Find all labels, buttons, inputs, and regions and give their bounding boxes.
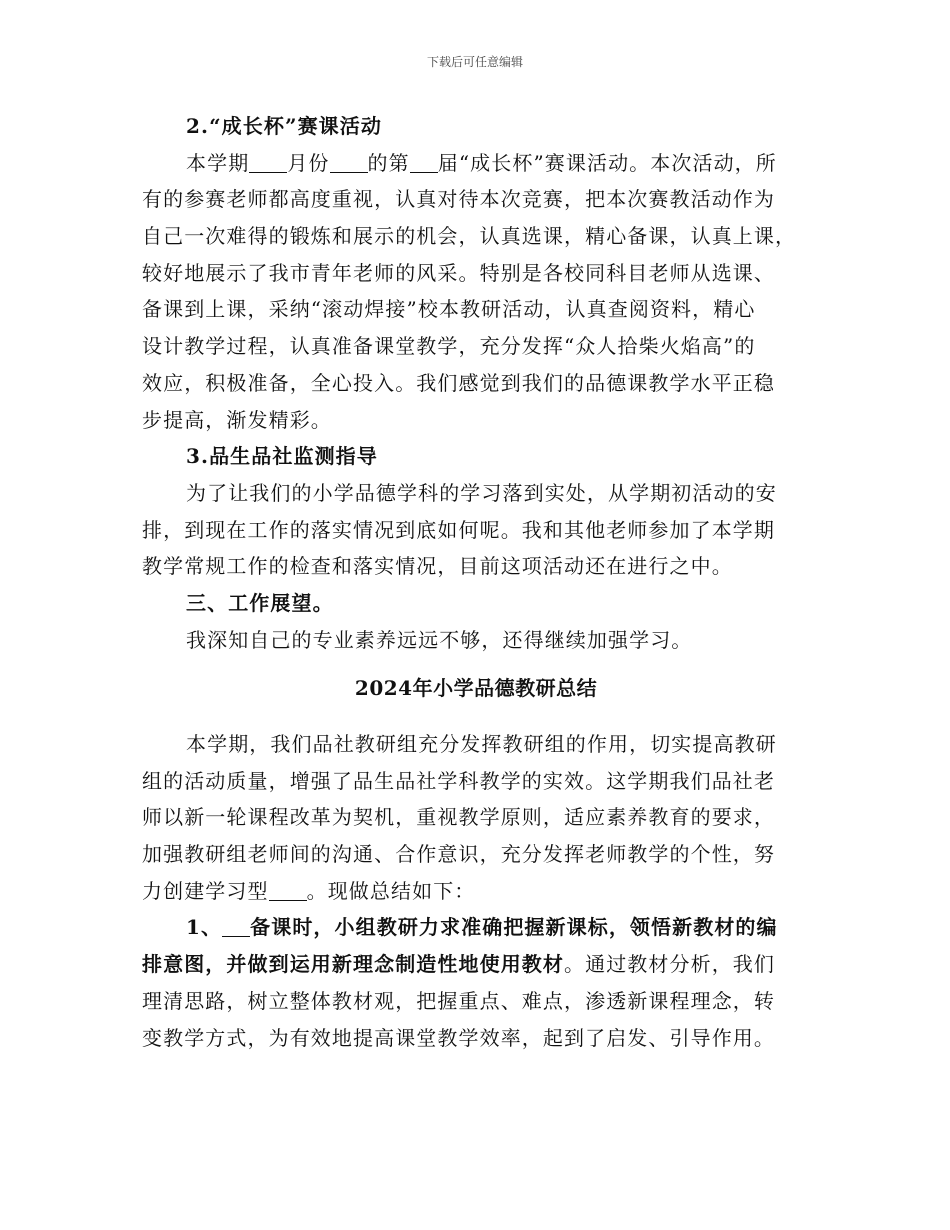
section-heading-3: 3.品生品社监测指导 (186, 444, 378, 469)
item-1-line: 1、 备课时，小组教研力求准确把握新课标，领悟新教材的编 (186, 915, 778, 940)
paragraph-line: 加强教研组老师间的沟通、合作意识，充分发挥老师教学的个性，努 (142, 842, 775, 867)
paragraph-line: 力创建学习型 。现做总结如下： (142, 878, 476, 903)
paragraph-line: 排，到现在工作的落实情况到底如何呢。我和其他老师参加了本学期 (142, 517, 775, 542)
paragraph-line: 设计教学过程，认真准备课堂教学，充分发挥“众人拾柴火焰高”的 (142, 334, 756, 359)
fill-blank (249, 152, 287, 173)
document-body (142, 108, 810, 1056)
paragraph-line: 自己一次难得的锻炼和展示的机会，认真选课，精心备课，认真上课， (142, 224, 797, 249)
outlook-heading: 三、工作展望。 (186, 590, 334, 615)
paragraph-line: 排意图，并做到运用新理念制造性地使用教材。通过教材分析，我们 (142, 952, 775, 977)
paragraph-line: 本学期，我们品社教研组充分发挥教研组的作用，切实提高教研 (186, 732, 777, 756)
fill-blank (330, 152, 368, 173)
paragraph-line: 本学期 月份 的第 届“成长杯”赛课活动。本次活动，所 (186, 150, 777, 175)
fill-blank (222, 916, 250, 937)
paragraph-line: 组的活动质量，增强了品生品社学科教学的实效。这学期我们品社老 (142, 768, 775, 793)
section-heading-2: 2.“成长杯”赛课活动 (186, 114, 382, 138)
fill-blank (410, 152, 438, 173)
paragraph-line: 变教学方式，为有效地提高课堂教学效率，起到了启发、引导作用。 (142, 1025, 775, 1050)
paragraph-line: 备课到上课，采纳“滚动焊接”校本教研活动，认真查阅资料，精心 (142, 297, 756, 322)
paragraph-line: 我深知自己的专业素养远远不够，还得继续加强学习。 (186, 627, 693, 652)
paragraph-line: 教学常规工作的检查和落实情况，目前这项活动还在进行之中。 (142, 554, 733, 579)
paragraph-line: 有的参赛老师都高度重视，认真对待本次竞赛，把本次赛教活动作为 (142, 187, 775, 212)
page-header: 下载后可任意编辑 (426, 55, 523, 69)
paragraph-line: 为了让我们的小学品德学科的学习落到实处，从学期初活动的安 (186, 480, 777, 505)
fill-blank (269, 880, 307, 901)
paragraph-line: 较好地展示了我市青年老师的风采。特别是各校同科目老师从选课、 (142, 260, 775, 285)
paragraph-line: 效应，积极准备，全心投入。我们感觉到我们的品德课教学水平正稳 (142, 370, 775, 395)
paragraph-line: 理清思路，树立整体教材观，把握重点、难点，渗透新课程理念，转 (142, 988, 775, 1013)
document-title: 2024年小学品德教研总结 (354, 676, 598, 701)
paragraph-line: 步提高，渐发精彩。 (142, 407, 332, 432)
paragraph-line: 师以新一轮课程改革为契机，重视教学原则，适应素养教育的要求， (142, 805, 775, 830)
